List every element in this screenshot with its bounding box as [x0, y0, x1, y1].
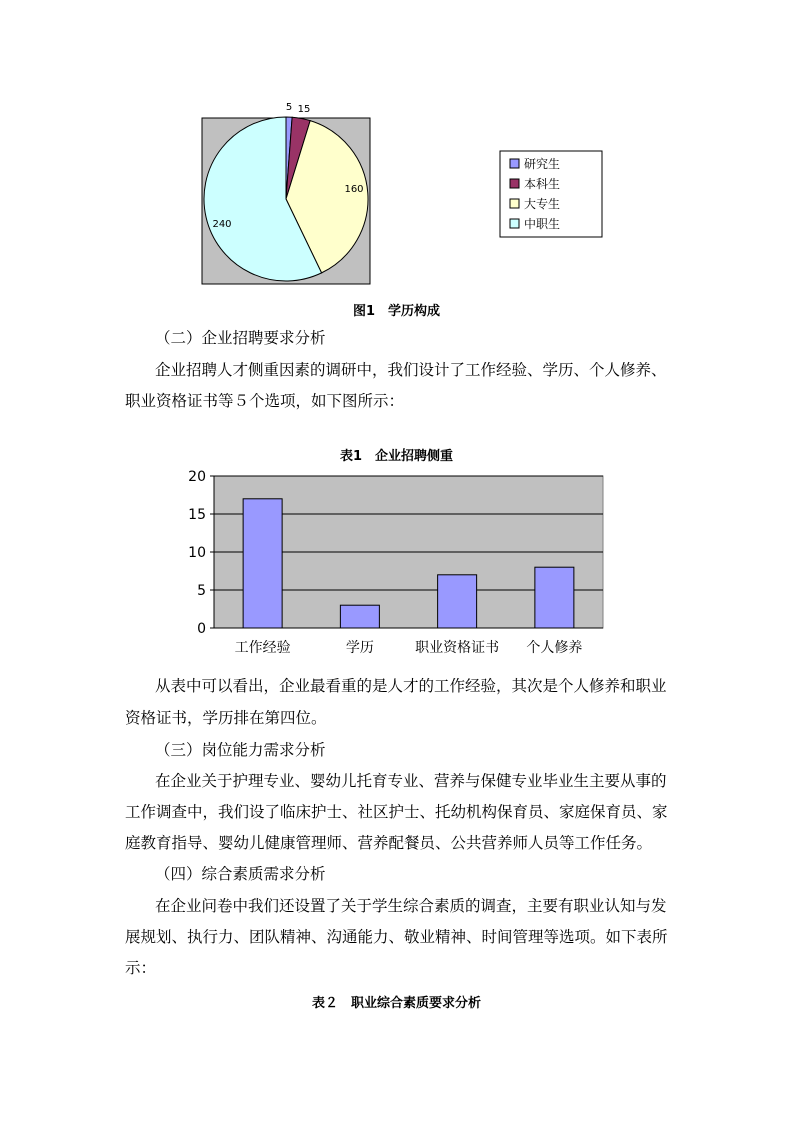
- legend-swatch-1: [510, 159, 519, 168]
- section4-heading: （四）综合素质需求分析: [155, 865, 326, 883]
- section3-para-line-2: 工作调查中，我们设了临床护士、社区护士、托幼机构保育员、家庭保育员、家: [125, 803, 668, 821]
- section4-para-line-3: 示：: [125, 959, 157, 977]
- figure1-caption: 图1 学历构成: [352, 304, 441, 319]
- section3-heading: （三）岗位能力需求分析: [155, 741, 326, 759]
- pie-chart-figure: [0, 0, 793, 300]
- x-category-label-2: 学历: [345, 640, 374, 656]
- x-category-label-1: 工作经验: [234, 640, 291, 656]
- table2-caption: 表２ 职业综合素质要求分析: [311, 996, 481, 1011]
- bar-2: [340, 605, 379, 628]
- section3-para-line-1: 在企业关于护理专业、婴幼儿托育专业、营养与保健专业毕业生主要从事的: [155, 772, 667, 790]
- section2-para-line-2: 职业资格证书等５个选项，如下图所示：: [125, 392, 405, 410]
- section4-para-line-2: 展规划、执行力、团队精神、沟通能力、敬业精神、时间管理等选项。如下表所: [125, 928, 668, 946]
- x-category-label-3: 职业资格证书: [415, 640, 500, 656]
- bar-chart-figure: [0, 466, 793, 666]
- bar-1: [243, 499, 282, 628]
- legend-label-2: 本科生: [524, 177, 561, 191]
- legend-swatch-3: [510, 199, 519, 208]
- ytick-label-3: 10: [188, 545, 206, 561]
- ytick-label-4: 15: [188, 507, 206, 523]
- after-chart-line-2: 资格证书，学历排在第四位。: [125, 709, 327, 727]
- x-category-label-4: 个人修养: [526, 640, 583, 656]
- pie-value-label-3: 160: [344, 184, 364, 195]
- bar-3: [438, 575, 477, 628]
- pie-value-label-1: 5: [285, 102, 293, 113]
- section3-para-line-3: 庭教育指导、婴幼儿健康管理师、营养配餐员、公共营养师人员等工作任务。: [125, 834, 653, 852]
- legend-swatch-4: [510, 219, 519, 228]
- pie-value-label-2: 15: [297, 104, 311, 115]
- bar-4: [535, 567, 574, 628]
- after-chart-line-1: 从表中可以看出，企业最看重的是人才的工作经验，其次是个人修养和职业: [155, 677, 667, 695]
- pie-value-label-4: 240: [212, 219, 232, 230]
- ytick-label-1: 0: [197, 621, 206, 637]
- table1-caption: 表1 企业招聘侧重: [339, 449, 454, 464]
- legend-label-1: 研究生: [524, 157, 561, 171]
- section2-para-line-1: 企业招聘人才侧重因素的调研中，我们设计了工作经验、学历、个人修养、: [155, 361, 667, 379]
- section4-para-line-1: 在企业问卷中我们还设置了关于学生综合素质的调查，主要有职业认知与发: [155, 897, 667, 915]
- ytick-label-2: 5: [197, 583, 206, 599]
- legend-label-4: 中职生: [524, 217, 561, 231]
- legend-label-3: 大专生: [524, 197, 561, 211]
- legend-swatch-2: [510, 179, 519, 188]
- ytick-label-5: 20: [188, 469, 206, 485]
- section2-heading: （二）企业招聘要求分析: [155, 329, 326, 347]
